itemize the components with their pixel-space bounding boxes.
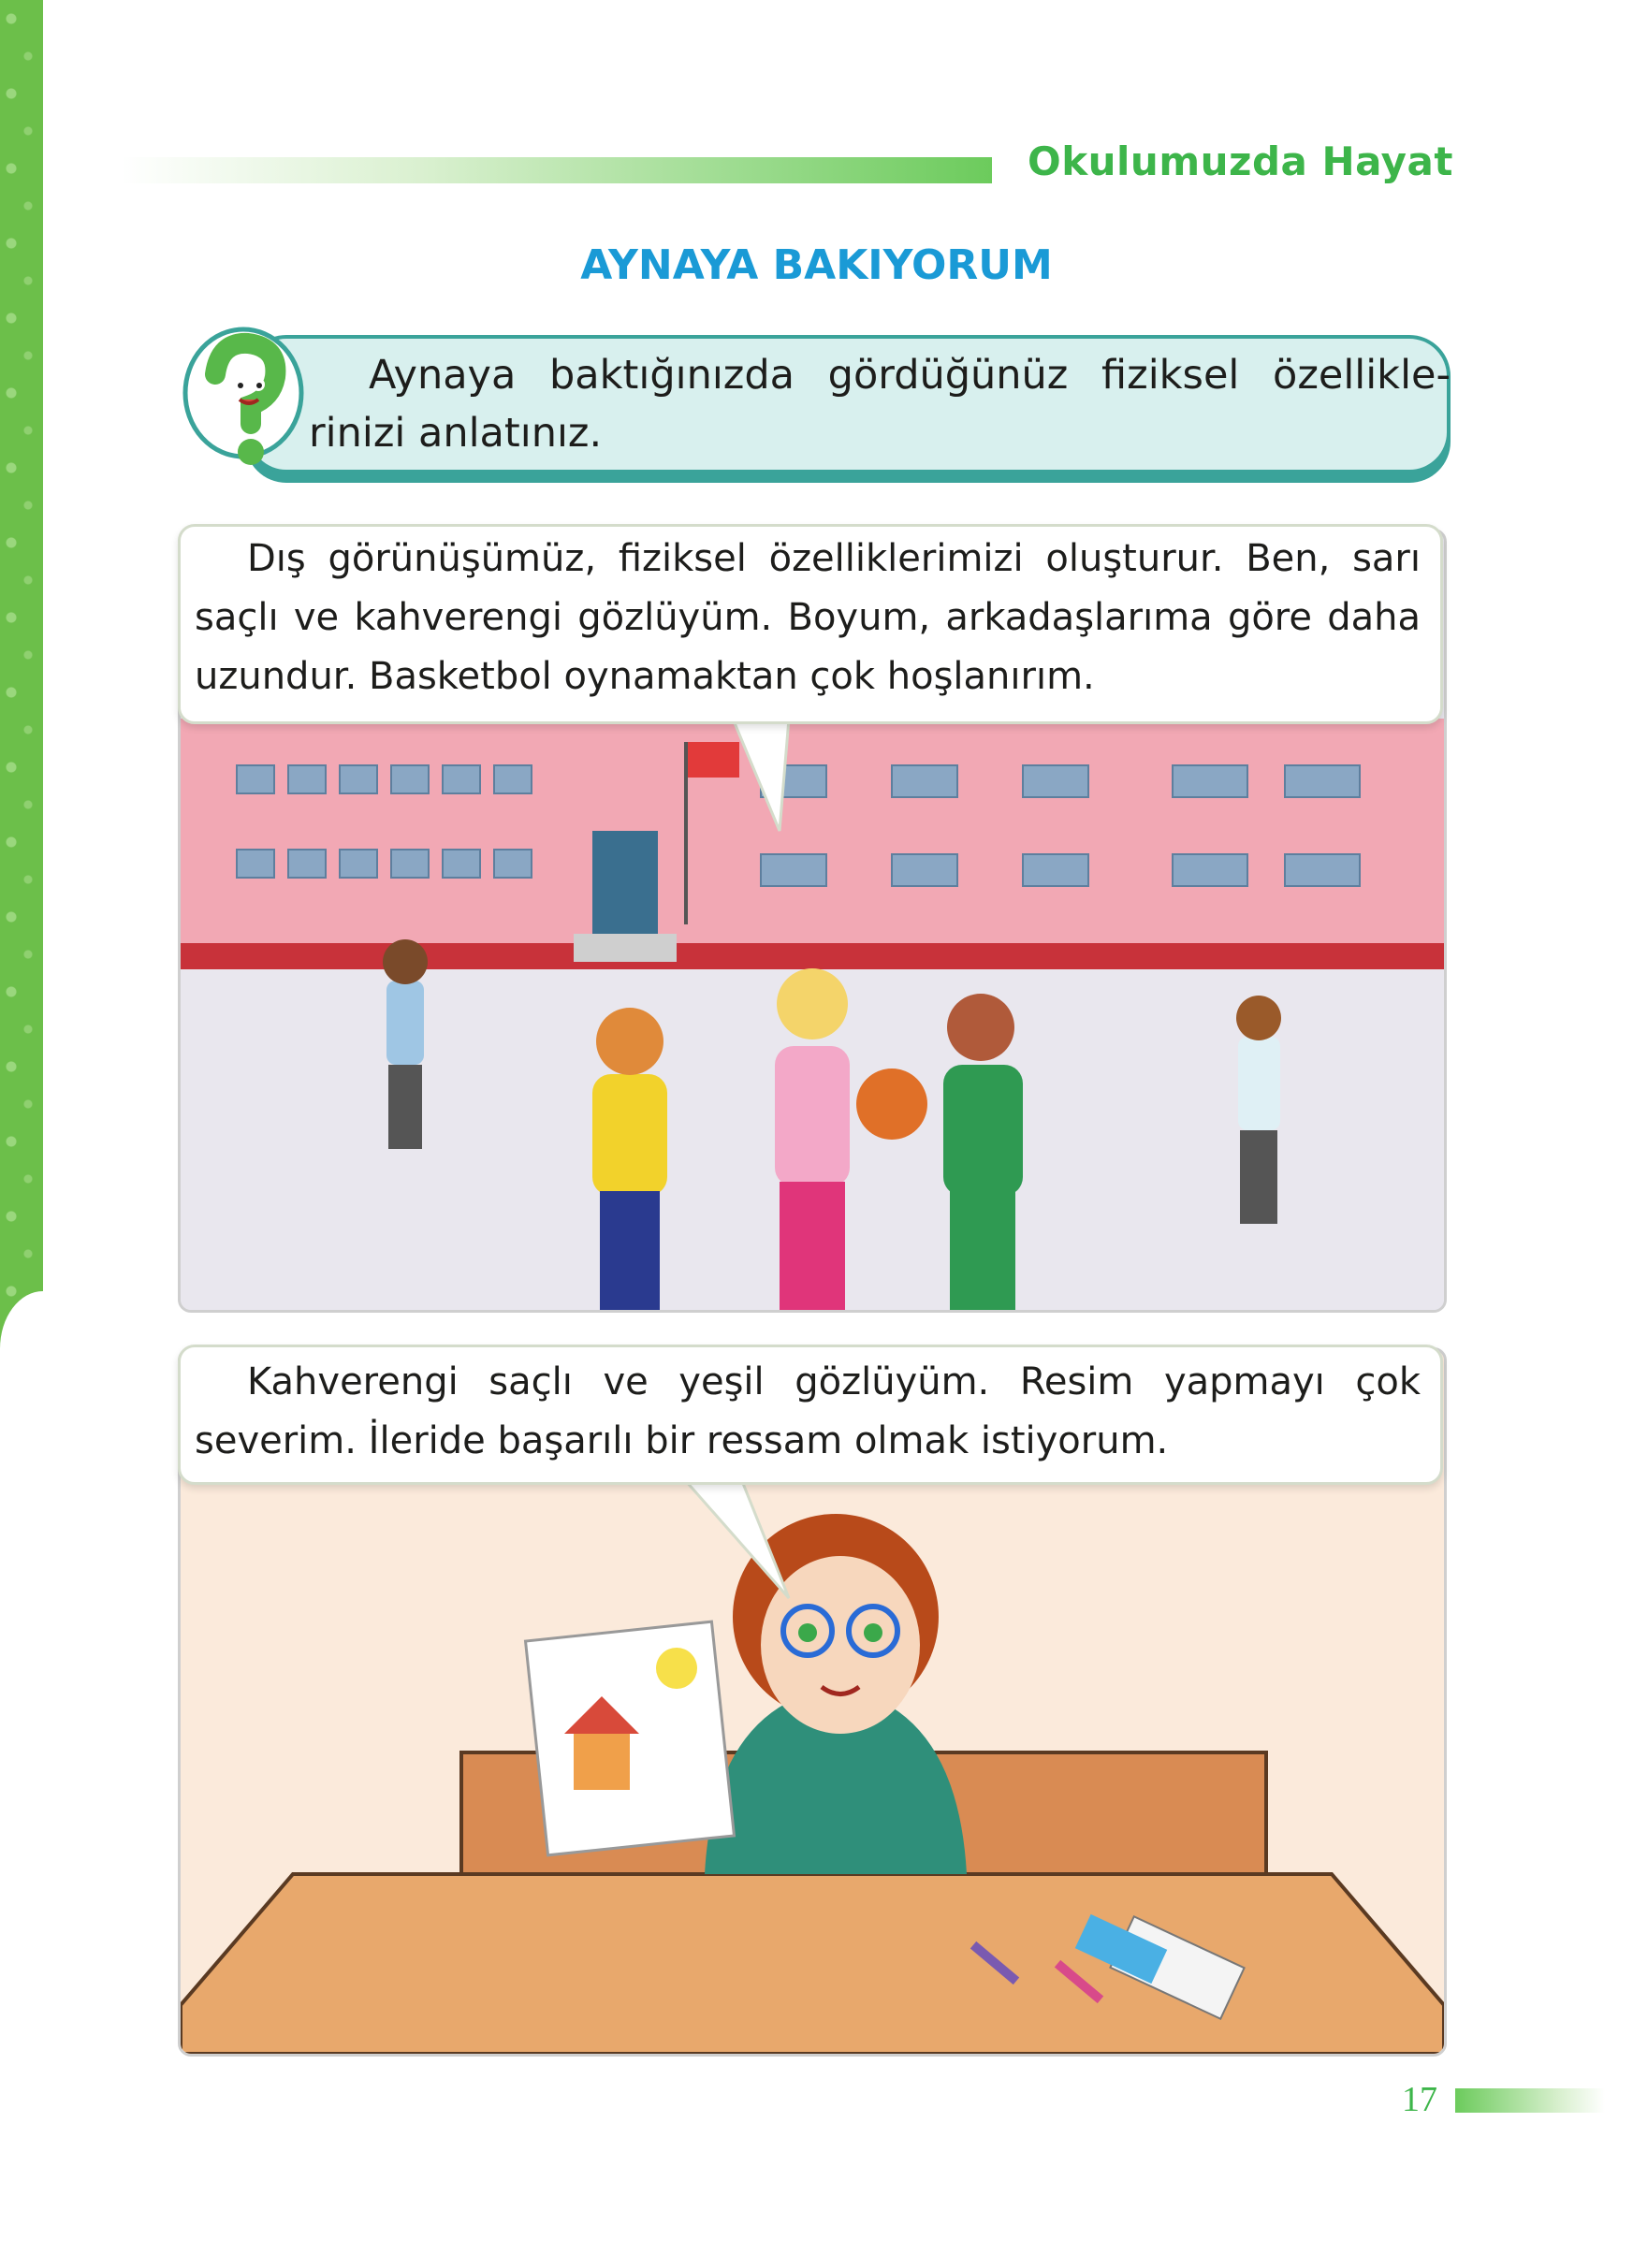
footer-gradient-bar	[1455, 2088, 1605, 2113]
question-mark-mascot-icon	[178, 323, 309, 482]
left-decorative-strip	[0, 0, 43, 1366]
header-gradient-bar	[122, 157, 992, 183]
flag-icon	[688, 742, 739, 778]
chapter-title: Okulumuzda Hayat	[1028, 138, 1453, 184]
page-title: AYNAYA BAKIYORUM	[580, 241, 1053, 289]
desk	[181, 1874, 1444, 2054]
basketball-icon	[856, 1069, 927, 1140]
speech-text-1: Dış görünüşümüz, fiziksel özelliklerimizi oluşturur. Ben, sarı saçlı ve kahverengi gözlüyüm. Boyum, arkadaşlarıma göre daha uzundur. Basketbol oynamaktan çok hoşlanırım.	[195, 537, 1421, 698]
school-building	[181, 719, 1444, 962]
sun-icon	[656, 1648, 697, 1689]
page-number: 17	[1402, 2080, 1437, 2119]
speech-text-2: Kahverengi saçlı ve yeşil gözlüyüm. Resim yapmayı çok severim. İleride başarılı bir ressam olmak istiyorum.	[195, 1360, 1421, 1462]
question-text: Aynaya baktığınızda gördüğünüz fiziksel özellikle-rinizi anlatınız.	[309, 352, 1451, 457]
